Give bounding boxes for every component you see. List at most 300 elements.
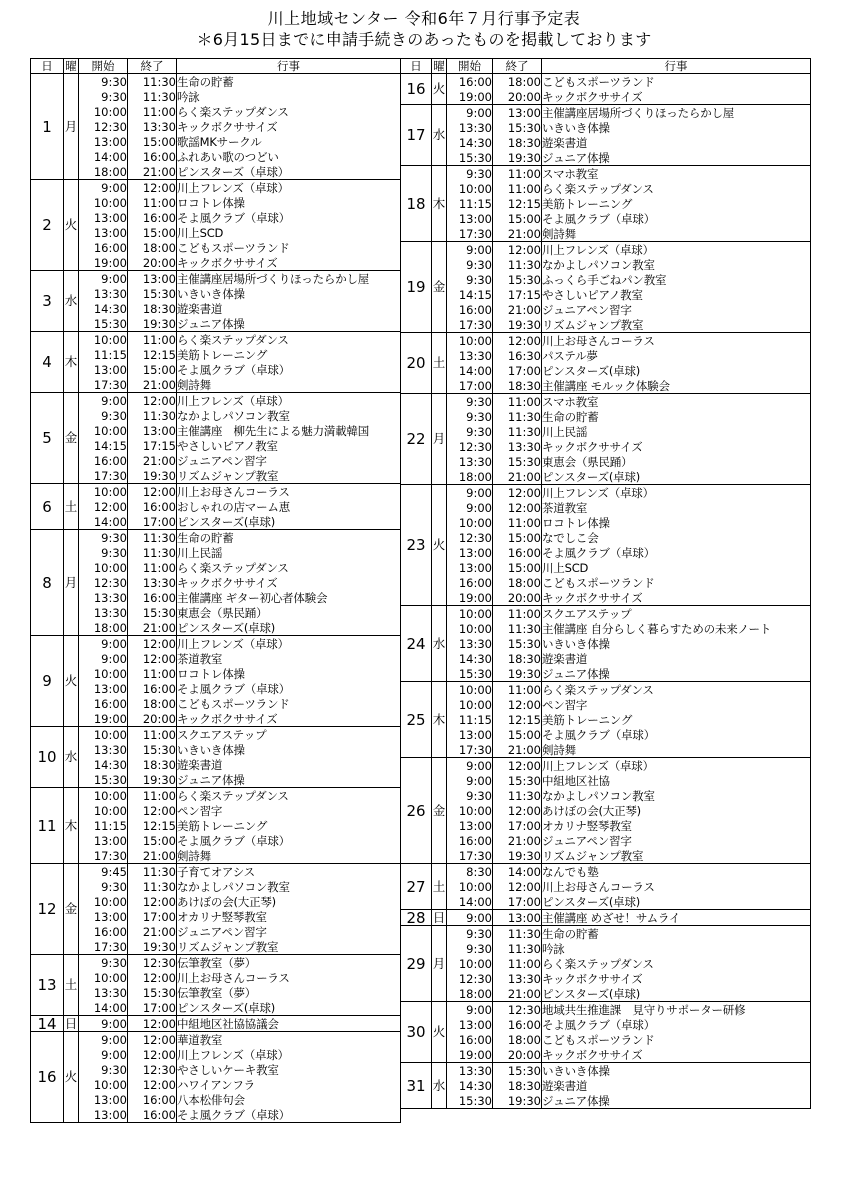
event-row <box>31 438 401 453</box>
end-time: 19:30 <box>128 316 177 332</box>
event-row <box>401 454 811 469</box>
start-time: 13:00 <box>447 1017 493 1032</box>
end-time: 21:00 <box>493 226 542 242</box>
event-name: 地域共生推進課 見守りサポーター研修 <box>542 1002 811 1018</box>
end-time: 13:30 <box>128 119 177 134</box>
event-row <box>31 301 401 316</box>
event-name: なかよしパソコン教室 <box>177 879 401 894</box>
start-time: 10:00 <box>447 621 493 636</box>
start-time: 9:00 <box>79 1047 128 1062</box>
end-time: 17:15 <box>493 287 542 302</box>
event-row <box>401 590 811 606</box>
start-time: 16:00 <box>79 240 128 255</box>
event-row <box>31 468 401 484</box>
start-time: 9:30 <box>447 257 493 272</box>
end-time: 14:00 <box>493 864 542 880</box>
event-name: 川上民謡 <box>542 424 811 439</box>
weekday-cell: 水 <box>432 105 447 166</box>
event-name: 川上フレンズ（卓球） <box>542 758 811 774</box>
event-name: らく楽ステップダンス <box>177 332 401 348</box>
start-time: 13:30 <box>79 590 128 605</box>
start-time: 19:00 <box>79 255 128 271</box>
start-time: 9:30 <box>447 941 493 956</box>
event-row <box>401 257 811 272</box>
event-name: 川上フレンズ（卓球） <box>177 180 401 196</box>
end-time: 19:30 <box>493 1093 542 1109</box>
event-row <box>401 150 811 166</box>
end-time: 18:00 <box>128 696 177 711</box>
event-name: らく楽ステップダンス <box>542 181 811 196</box>
start-time: 13:30 <box>447 1063 493 1079</box>
event-row <box>401 758 811 774</box>
day-cell: 16 <box>31 1032 64 1123</box>
event-row <box>401 651 811 666</box>
start-time: 10:00 <box>79 788 128 804</box>
event-name: そよ風クラブ（卓球） <box>542 1017 811 1032</box>
end-time: 11:00 <box>128 666 177 681</box>
end-time: 13:30 <box>493 439 542 454</box>
event-row <box>31 377 401 393</box>
event-name: 中組地区社協 <box>542 773 811 788</box>
event-row <box>401 682 811 698</box>
start-time: 15:30 <box>447 1093 493 1109</box>
event-row <box>401 971 811 986</box>
end-time: 12:00 <box>128 803 177 818</box>
event-name: ロコトレ体操 <box>177 195 401 210</box>
end-time: 16:00 <box>128 1107 177 1123</box>
event-name: 主催講座居場所づくりほったらかし屋 <box>177 271 401 287</box>
end-time: 12:00 <box>493 803 542 818</box>
start-time: 9:00 <box>447 773 493 788</box>
end-time: 15:00 <box>493 530 542 545</box>
start-time: 13:30 <box>447 120 493 135</box>
event-row <box>401 560 811 575</box>
weekday-cell: 火 <box>64 1032 79 1123</box>
start-time: 13:00 <box>79 681 128 696</box>
event-row <box>31 408 401 423</box>
col-start: 開始 <box>79 59 128 74</box>
end-time: 13:30 <box>128 575 177 590</box>
event-name: やさしいピアノ教室 <box>542 287 811 302</box>
day-cell: 13 <box>31 955 64 1016</box>
start-time: 9:30 <box>447 409 493 424</box>
event-name: ジュニア体操 <box>542 150 811 166</box>
end-time: 12:00 <box>128 180 177 196</box>
start-time: 10:00 <box>79 666 128 681</box>
start-time: 10:00 <box>79 894 128 909</box>
start-time: 17:30 <box>79 848 128 864</box>
start-time: 13:00 <box>79 1107 128 1123</box>
event-name: キックボクササイズ <box>542 971 811 986</box>
event-name: ジュニア体操 <box>177 772 401 788</box>
event-row <box>401 333 811 349</box>
event-name: ふっくら手ごねパン教室 <box>542 272 811 287</box>
event-row <box>401 545 811 560</box>
end-time: 18:00 <box>493 1032 542 1047</box>
start-time: 14:15 <box>447 287 493 302</box>
start-time: 14:30 <box>79 757 128 772</box>
event-row <box>31 453 401 468</box>
start-time: 9:00 <box>79 1016 128 1032</box>
start-time: 13:00 <box>447 818 493 833</box>
page-subtitle: ＊6月15日までに申請手続きのあったものを掲載しております <box>196 30 652 49</box>
event-row <box>401 120 811 135</box>
end-time: 12:00 <box>128 484 177 500</box>
start-time: 17:30 <box>79 468 128 484</box>
end-time: 12:00 <box>493 485 542 501</box>
start-time: 10:00 <box>79 803 128 818</box>
event-name: なでしこ会 <box>542 530 811 545</box>
end-time: 11:00 <box>128 195 177 210</box>
event-name: ジュニアペン習字 <box>177 924 401 939</box>
end-time: 12:15 <box>493 712 542 727</box>
col-weekday: 曜 <box>65 59 77 73</box>
start-time: 10:00 <box>79 104 128 119</box>
event-row <box>401 575 811 590</box>
end-time: 15:00 <box>128 362 177 377</box>
event-row <box>401 378 811 394</box>
weekday-cell: 水 <box>432 606 447 682</box>
end-time: 21:00 <box>493 469 542 485</box>
start-time: 14:00 <box>447 894 493 910</box>
event-name: 中組地区社協協議会 <box>177 1016 401 1032</box>
event-row <box>31 1000 401 1016</box>
start-time: 16:00 <box>447 74 493 90</box>
start-time: 14:00 <box>79 1000 128 1016</box>
end-time: 11:00 <box>493 956 542 971</box>
weekday-cell: 月 <box>64 530 79 636</box>
end-time: 20:00 <box>493 590 542 606</box>
start-time: 19:00 <box>447 89 493 105</box>
event-name: あけぼの会(大正琴) <box>542 803 811 818</box>
event-name: ふれあい歌のつどい <box>177 149 401 164</box>
start-time: 10:00 <box>447 181 493 196</box>
end-time: 12:00 <box>128 393 177 409</box>
weekday-cell: 火 <box>64 180 79 271</box>
event-row <box>401 666 811 682</box>
event-row <box>31 1062 401 1077</box>
start-time: 10:00 <box>79 970 128 985</box>
day-cell: 18 <box>401 166 432 242</box>
event-row <box>401 1078 811 1093</box>
day-cell: 2 <box>31 180 64 271</box>
end-time: 15:00 <box>128 134 177 149</box>
event-row <box>401 788 811 803</box>
event-row <box>401 181 811 196</box>
start-time: 13:00 <box>447 560 493 575</box>
start-time: 17:30 <box>447 317 493 333</box>
event-name: 川上お母さんコーラス <box>542 333 811 349</box>
start-time: 16:00 <box>79 924 128 939</box>
event-name: 遊楽書道 <box>542 135 811 150</box>
end-time: 20:00 <box>493 89 542 105</box>
end-time: 15:30 <box>128 286 177 301</box>
start-time: 9:30 <box>79 530 128 546</box>
page-title: 川上地域センター 令和6年７月行事予定表 <box>267 9 581 28</box>
start-time: 13:30 <box>79 985 128 1000</box>
event-row <box>31 1077 401 1092</box>
event-name: 剣詩舞 <box>542 742 811 758</box>
end-time: 12:30 <box>493 1002 542 1018</box>
event-name: 川上お母さんコーラス <box>542 879 811 894</box>
header-row <box>401 59 811 74</box>
end-time: 18:00 <box>493 74 542 90</box>
start-time: 13:30 <box>79 742 128 757</box>
event-name: いきいき体操 <box>177 742 401 757</box>
event-row <box>31 605 401 620</box>
start-time: 14:30 <box>79 301 128 316</box>
event-name: 川上フレンズ（卓球） <box>542 242 811 258</box>
event-row <box>401 803 811 818</box>
end-time: 18:30 <box>493 378 542 394</box>
end-time: 12:00 <box>493 758 542 774</box>
start-time: 16:00 <box>447 833 493 848</box>
day-cell: 6 <box>31 484 64 530</box>
event-name: ジュニア体操 <box>177 316 401 332</box>
end-time: 17:15 <box>128 438 177 453</box>
event-name: こどもスポーツランド <box>177 240 401 255</box>
weekday-cell: 月 <box>432 926 447 1002</box>
event-name: 東恵会（県民踊） <box>542 454 811 469</box>
event-name: リズムジャンプ教室 <box>177 468 401 484</box>
event-row <box>31 651 401 666</box>
end-time: 16:00 <box>128 210 177 225</box>
schedule-table-left <box>30 58 401 1123</box>
day-cell: 25 <box>401 682 432 758</box>
weekday-cell: 日 <box>432 909 446 925</box>
end-time: 11:00 <box>128 727 177 743</box>
end-time: 12:15 <box>128 818 177 833</box>
event-row <box>401 910 811 926</box>
end-time: 21:00 <box>128 924 177 939</box>
start-time: 15:30 <box>79 772 128 788</box>
end-time: 11:30 <box>493 788 542 803</box>
col-end: 終了 <box>493 59 542 74</box>
event-row <box>31 1107 401 1123</box>
weekday-cell: 水 <box>64 271 79 332</box>
end-time: 12:00 <box>128 1032 177 1048</box>
event-row <box>401 606 811 622</box>
col-day: 日 <box>31 59 64 74</box>
end-time: 13:00 <box>493 105 542 121</box>
event-name: なかよしパソコン教室 <box>542 788 811 803</box>
day-cell: 23 <box>401 485 432 606</box>
start-time: 10:00 <box>79 484 128 500</box>
start-time: 14:30 <box>447 651 493 666</box>
start-time: 15:30 <box>79 316 128 332</box>
end-time: 11:00 <box>493 515 542 530</box>
event-name: 川上フレンズ（卓球） <box>177 636 401 652</box>
start-time: 13:00 <box>79 833 128 848</box>
weekday-cell: 土 <box>64 484 79 530</box>
event-name: 主催講座 自分らしく暮らすための未来ノート <box>542 621 811 636</box>
end-time: 17:00 <box>493 818 542 833</box>
day-cell: 16 <box>401 74 432 105</box>
event-name: らく楽ステップダンス <box>177 788 401 804</box>
event-row <box>31 560 401 575</box>
event-row <box>31 1092 401 1107</box>
end-time: 21:00 <box>493 986 542 1002</box>
end-time: 21:00 <box>493 742 542 758</box>
day-cell: 24 <box>401 606 432 682</box>
end-time: 11:00 <box>128 332 177 348</box>
event-name: こどもスポーツランド <box>542 74 811 90</box>
event-row <box>31 681 401 696</box>
weekday-cell: 月 <box>432 394 447 485</box>
start-time: 9:00 <box>447 1002 493 1018</box>
event-row <box>401 833 811 848</box>
event-row <box>31 1047 401 1062</box>
end-time: 17:00 <box>493 363 542 378</box>
event-name: 主催講座居場所づくりほったらかし屋 <box>542 105 811 121</box>
start-time: 18:00 <box>79 164 128 180</box>
event-row <box>401 74 811 90</box>
event-row <box>31 620 401 636</box>
start-time: 10:00 <box>79 727 128 743</box>
event-row <box>31 210 401 225</box>
event-row <box>31 848 401 864</box>
event-row <box>401 196 811 211</box>
event-row <box>31 696 401 711</box>
end-time: 11:30 <box>493 621 542 636</box>
event-name: 主催講座 ギター初心者体験会 <box>177 590 401 605</box>
schedule-table-right <box>400 58 811 1109</box>
end-time: 16:00 <box>128 590 177 605</box>
event-name: ピンスターズ（卓球） <box>177 164 401 180</box>
end-time: 11:30 <box>128 530 177 546</box>
start-time: 11:15 <box>79 818 128 833</box>
end-time: 17:00 <box>128 514 177 530</box>
end-time: 11:30 <box>128 879 177 894</box>
event-name: そよ風クラブ（卓球） <box>542 545 811 560</box>
day-cell: 27 <box>401 864 432 910</box>
event-name: そよ風クラブ（卓球） <box>177 210 401 225</box>
end-time: 21:00 <box>128 453 177 468</box>
day-cell: 28 <box>401 910 432 926</box>
event-row <box>401 727 811 742</box>
event-row <box>31 742 401 757</box>
end-time: 13:00 <box>128 271 177 287</box>
start-time: 12:30 <box>79 575 128 590</box>
end-time: 19:30 <box>493 150 542 166</box>
start-time: 17:30 <box>447 848 493 864</box>
event-row <box>31 833 401 848</box>
weekday-cell: 水 <box>64 727 79 788</box>
start-time: 9:30 <box>79 879 128 894</box>
event-row <box>31 484 401 500</box>
event-name: 主催講座 めざせ！サムライ <box>542 910 811 926</box>
end-time: 11:30 <box>128 408 177 423</box>
start-time: 10:00 <box>447 803 493 818</box>
event-name: らく楽ステップダンス <box>542 956 811 971</box>
event-row <box>401 89 811 105</box>
end-time: 15:00 <box>493 727 542 742</box>
start-time: 9:00 <box>79 271 128 287</box>
end-time: 17:00 <box>493 894 542 910</box>
event-name: ジュニアペン習字 <box>177 453 401 468</box>
event-name: 八本松俳句会 <box>177 1092 401 1107</box>
end-time: 11:00 <box>128 560 177 575</box>
event-row <box>31 530 401 546</box>
event-name: キックボクササイズ <box>542 1047 811 1063</box>
event-row <box>401 1002 811 1018</box>
event-name: ピンスターズ(卓球) <box>177 1000 401 1016</box>
start-time: 9:00 <box>447 105 493 121</box>
end-time: 19:30 <box>128 772 177 788</box>
event-row <box>31 423 401 438</box>
event-name: リズムジャンプ教室 <box>177 939 401 955</box>
event-row <box>401 1017 811 1032</box>
event-row <box>31 104 401 119</box>
start-time: 9:30 <box>79 1062 128 1077</box>
event-name: 美筋トレーニング <box>542 712 811 727</box>
event-row <box>31 879 401 894</box>
start-time: 10:00 <box>447 515 493 530</box>
col-day: 日 <box>401 59 432 74</box>
event-row <box>31 89 401 104</box>
start-time: 9:30 <box>447 788 493 803</box>
event-row <box>31 286 401 301</box>
start-time: 10:00 <box>79 423 128 438</box>
weekday-cell: 土 <box>432 333 447 394</box>
start-time: 13:30 <box>79 605 128 620</box>
event-name: 剣詩舞 <box>177 377 401 393</box>
event-name: いきいき体操 <box>542 636 811 651</box>
event-row <box>31 666 401 681</box>
start-time: 17:30 <box>447 226 493 242</box>
event-row <box>31 955 401 971</box>
event-row <box>31 347 401 362</box>
start-time: 9:00 <box>447 242 493 258</box>
event-name: キックボクササイズ <box>177 119 401 134</box>
start-time: 12:30 <box>447 971 493 986</box>
end-time: 16:00 <box>128 149 177 164</box>
start-time: 10:00 <box>447 697 493 712</box>
event-row <box>31 499 401 514</box>
start-time: 13:00 <box>447 211 493 226</box>
start-time: 17:30 <box>447 742 493 758</box>
end-time: 13:00 <box>493 910 542 926</box>
event-name: 生命の貯蓄 <box>177 530 401 546</box>
end-time: 19:30 <box>493 666 542 682</box>
end-time: 18:30 <box>128 757 177 772</box>
event-row <box>31 332 401 348</box>
start-time: 12:30 <box>447 530 493 545</box>
event-name: やさしいケーキ教室 <box>177 1062 401 1077</box>
event-row <box>31 149 401 164</box>
start-time: 10:00 <box>79 1077 128 1092</box>
event-name: らく楽ステップダンス <box>542 682 811 698</box>
end-time: 18:30 <box>493 651 542 666</box>
event-name: ハワイアンフラ <box>177 1077 401 1092</box>
event-name: そよ風クラブ（卓球） <box>542 727 811 742</box>
event-row <box>401 105 811 121</box>
start-time: 12:30 <box>447 439 493 454</box>
event-name: キックボクササイズ <box>177 575 401 590</box>
day-cell: 19 <box>401 242 432 333</box>
col-start: 開始 <box>447 59 493 74</box>
event-row <box>401 1047 811 1063</box>
event-name: ピンスターズ(卓球) <box>177 514 401 530</box>
start-time: 13:00 <box>447 545 493 560</box>
event-name: 生命の貯蓄 <box>177 74 401 90</box>
event-row <box>31 545 401 560</box>
end-time: 16:00 <box>493 1017 542 1032</box>
col-weekday: 曜 <box>433 59 445 73</box>
event-row <box>401 712 811 727</box>
event-row <box>31 788 401 804</box>
end-time: 19:30 <box>493 317 542 333</box>
